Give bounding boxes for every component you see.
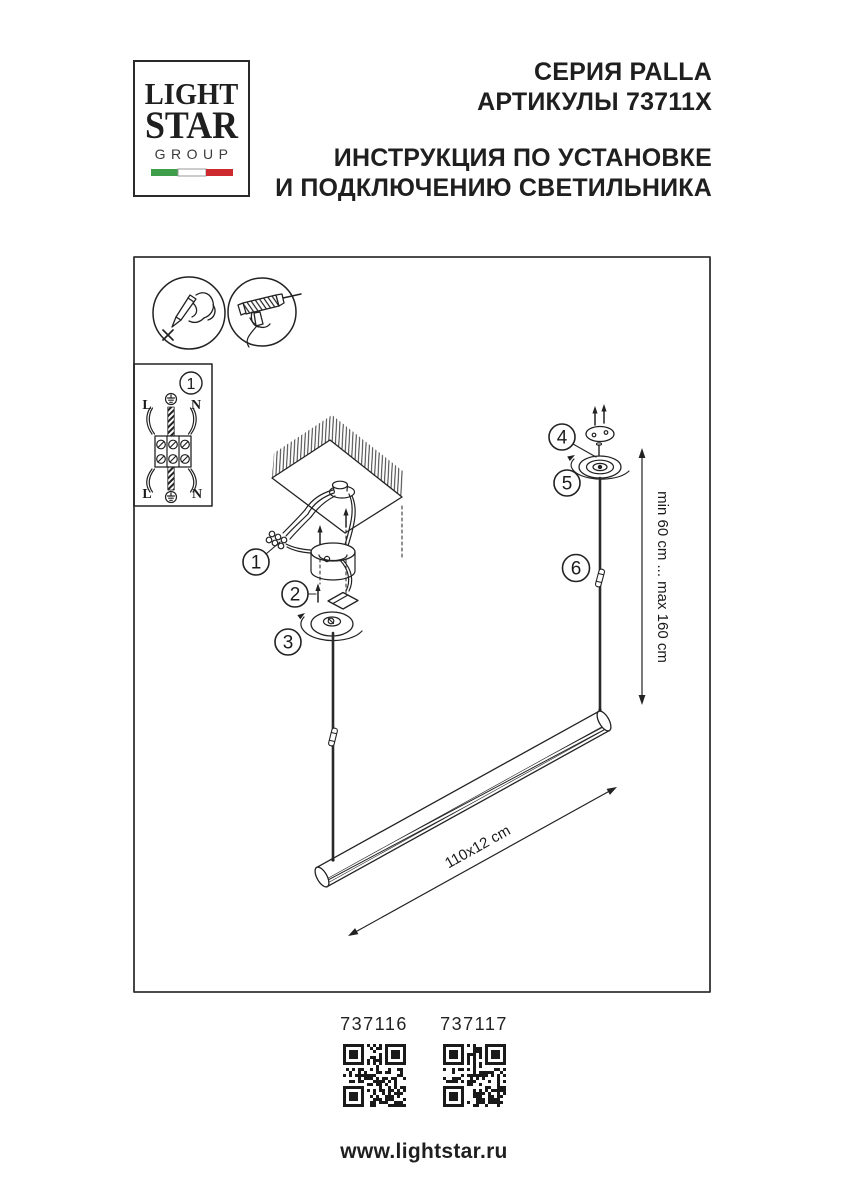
height-dimension bbox=[639, 448, 671, 705]
qr-label: 737116 bbox=[340, 1014, 408, 1034]
svg-text:2: 2 bbox=[289, 584, 301, 606]
articles-title: АРТИКУЛЫ 73711X bbox=[477, 88, 712, 116]
series-title: СЕРИЯ PALLA bbox=[534, 58, 712, 86]
label-neutral-bottom: N bbox=[191, 487, 203, 502]
marking-tool-icon bbox=[153, 277, 225, 349]
label-neutral-top: N bbox=[190, 398, 202, 413]
step-marker-5 bbox=[554, 470, 580, 496]
earth-symbol-top bbox=[166, 394, 177, 405]
qr-label: 737117 bbox=[440, 1014, 508, 1034]
ceiling-assembly bbox=[266, 415, 404, 641]
wiring-diagram bbox=[134, 364, 212, 506]
svg-text:1: 1 bbox=[250, 552, 262, 574]
diagram-frame bbox=[134, 257, 710, 992]
svg-text:3: 3 bbox=[282, 632, 294, 654]
svg-text:6: 6 bbox=[570, 558, 582, 580]
step-marker-2 bbox=[282, 581, 316, 607]
terminal-cluster bbox=[266, 531, 287, 549]
logo-star: STAR bbox=[144, 104, 239, 147]
instruction-title-line2: И ПОДКЛЮЧЕНИЮ СВЕТИЛЬНИКА bbox=[275, 174, 712, 202]
label-line-bottom: L bbox=[142, 487, 152, 502]
qr-block-737117 bbox=[434, 1014, 514, 1112]
svg-text:5: 5 bbox=[561, 473, 573, 495]
step-marker-6 bbox=[563, 555, 590, 582]
qr-block-737116 bbox=[334, 1014, 414, 1112]
svg-text:4: 4 bbox=[556, 427, 568, 449]
qr-code bbox=[343, 1044, 406, 1107]
left-suspension-cable bbox=[328, 633, 338, 860]
height-dimension-label: min 60 cm ... max 160 cm bbox=[654, 491, 671, 663]
label-line-top: L bbox=[142, 398, 152, 413]
instruction-title-line1: ИНСТРУКЦИЯ ПО УСТАНОВКЕ bbox=[333, 144, 712, 172]
length-dimension bbox=[346, 784, 618, 939]
length-dimension-label: 110x12 cm bbox=[442, 821, 514, 873]
rotating-cover bbox=[297, 611, 362, 641]
qr-code bbox=[443, 1044, 506, 1107]
drill-icon bbox=[228, 278, 301, 347]
step-marker-1 bbox=[243, 542, 280, 575]
earth-symbol-bottom bbox=[166, 492, 177, 503]
mounting-plate bbox=[586, 404, 614, 459]
logo-light: LIGHT bbox=[144, 76, 239, 111]
website-url: www.lightstar.ru bbox=[340, 1140, 508, 1163]
step-marker-3 bbox=[275, 629, 301, 655]
mounting-bracket bbox=[328, 593, 358, 610]
logo-group: GROUP bbox=[154, 146, 234, 162]
svg-text:1: 1 bbox=[186, 376, 196, 393]
